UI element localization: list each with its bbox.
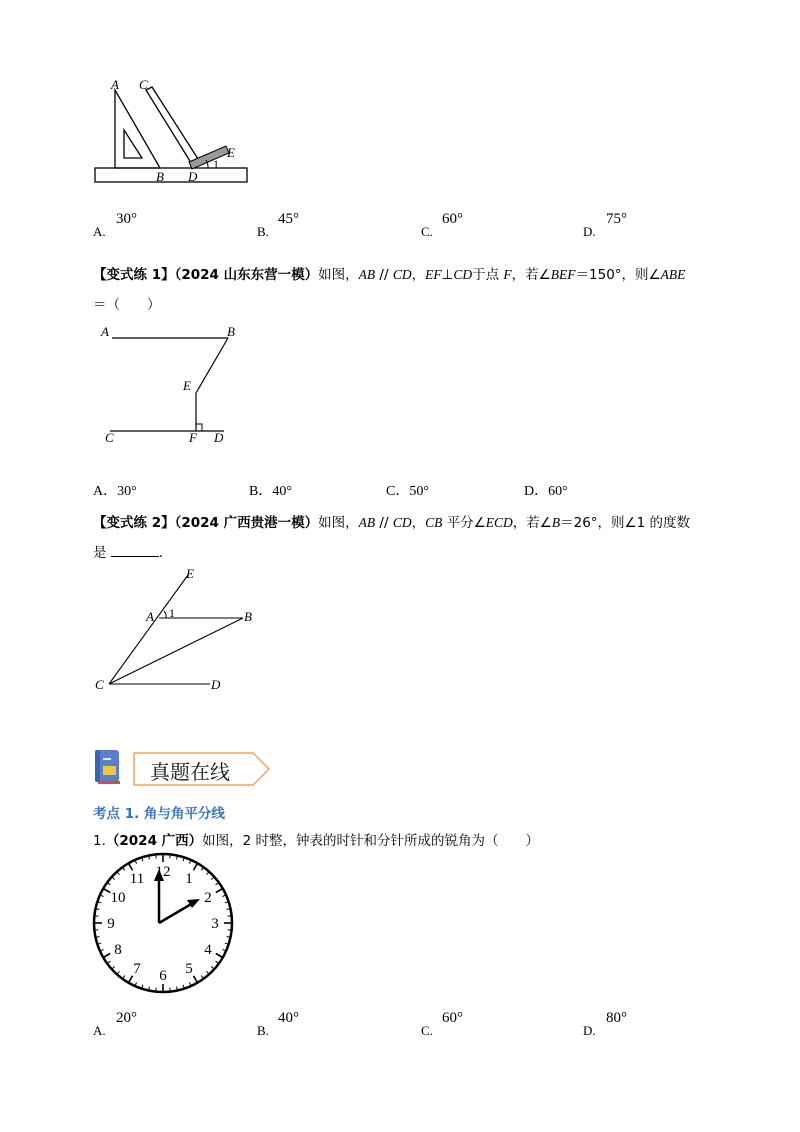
variant1-m2: CD	[392, 267, 412, 282]
variant2-text-b: 平分∠	[442, 515, 486, 531]
q-top-option-d-value: 75°	[606, 211, 627, 227]
variant1-question	[93, 263, 685, 283]
q1-number: 1.	[93, 833, 106, 849]
variant2-source: （2024 广西贵港一模）	[174, 515, 319, 531]
variant1-m7: ABE	[660, 267, 686, 282]
v1-option-d-value: 60°	[548, 484, 568, 499]
v1-label-D: D	[214, 430, 224, 445]
clock-number-4: 4	[204, 942, 212, 958]
q1-option-a-letter[interactable]: A.	[93, 1023, 106, 1038]
fig-top-label-C: C	[139, 77, 148, 92]
clock-number-7: 7	[133, 961, 141, 978]
variant1-text-a: 如图，	[318, 267, 359, 283]
variant2-comma: ，	[411, 515, 426, 531]
variant2-text-a: 如图，	[318, 515, 359, 531]
v1-label-E: E	[183, 378, 191, 393]
variant2-text-d: ＝26°，则∠1 的度数	[560, 515, 691, 531]
variant1-m4: CD	[453, 267, 473, 282]
variant1-m3: EF	[425, 267, 442, 282]
fig-top-label-D: D	[188, 169, 198, 184]
v2-label-1: 1	[169, 606, 175, 620]
clock-number-9: 9	[107, 916, 115, 932]
clock-number-8: 8	[114, 942, 122, 958]
v2-label-B: B	[244, 609, 252, 624]
fig-top-label-1: 1	[213, 157, 219, 171]
v2-label-E: E	[186, 566, 194, 581]
v1-label-C: C	[105, 430, 114, 445]
variant2-tag: 【变式练 2】	[93, 515, 175, 531]
v1-option-a-letter: A．	[93, 484, 118, 499]
clock-number-6: 6	[159, 968, 167, 984]
v1-label-B: B	[227, 324, 235, 339]
q-top-option-c-value: 60°	[442, 211, 463, 227]
section-title: 真题在线	[150, 760, 230, 784]
q1-option-c-letter[interactable]: C.	[421, 1023, 433, 1038]
variant1-m1: AB	[358, 267, 376, 282]
v2-label-D: D	[211, 677, 221, 692]
fig-top-label-A: A	[111, 77, 119, 92]
variant1-text-d: ＝150°，则∠	[575, 267, 661, 283]
clock-number-11: 11	[129, 870, 145, 887]
v1-option-b[interactable]	[249, 480, 292, 500]
variant1-tag: 【变式练 1】	[93, 267, 175, 283]
answer-blank[interactable]	[111, 544, 159, 557]
variant1-par: //	[375, 267, 393, 283]
variant2-par: //	[375, 515, 393, 531]
clock-number-2: 2	[204, 890, 212, 906]
q1-option-c-value: 60°	[442, 1010, 463, 1026]
q1-text: 如图，2 时整，钟表的时针和分针所成的锐角为（ ）	[202, 833, 540, 849]
clock-number-1: 1	[185, 870, 193, 887]
v1-label-A: A	[101, 324, 109, 339]
q-top-option-b-letter[interactable]: B.	[257, 224, 269, 239]
variant2-m1: AB	[358, 515, 376, 530]
kaodian-heading: 考点 1. 角与角平分线	[93, 806, 225, 822]
clock-number-5: 5	[185, 961, 193, 978]
variant1-text-b: 于点	[472, 267, 504, 283]
clock-number-3: 3	[211, 916, 219, 932]
variant1-text-c: ，若∠	[511, 267, 551, 283]
q1-option-d-letter[interactable]: D.	[583, 1023, 596, 1038]
q1-option-b-letter[interactable]: B.	[257, 1023, 269, 1038]
v1-option-b-letter: B．	[249, 484, 273, 499]
clock-number-12: 12	[155, 864, 171, 880]
q-top-option-c-letter[interactable]: C.	[421, 224, 433, 239]
variant1-m6: BEF	[550, 267, 576, 282]
variant2-m3: CB	[425, 515, 443, 530]
q-top-option-a-letter[interactable]: A.	[93, 224, 106, 239]
variant1-source: （2024 山东东营一模）	[174, 267, 319, 283]
q-top-option-d-letter[interactable]: D.	[583, 224, 596, 239]
v2-label-A: A	[146, 609, 154, 624]
q1-source: （2024 广西）	[105, 833, 203, 849]
v1-option-c-letter: C．	[386, 484, 410, 499]
q1-option-d-value: 80°	[606, 1010, 627, 1026]
v1-option-b-value: 40°	[272, 484, 292, 499]
fig-top-label-E: E	[227, 145, 235, 160]
variant2-figure	[100, 565, 260, 695]
v1-option-d-letter: D．	[524, 484, 549, 499]
variant2-line2-b: .	[158, 545, 164, 561]
v1-option-d[interactable]	[524, 480, 568, 500]
v1-option-c-value: 50°	[409, 484, 429, 499]
v1-option-c[interactable]	[386, 480, 429, 500]
variant1-perp: ⊥	[441, 267, 454, 283]
variant1-m5: F	[503, 267, 512, 282]
q-top-option-a-value: 30°	[116, 211, 137, 227]
v1-option-a-value: 30°	[117, 484, 137, 499]
book-icon	[93, 748, 123, 786]
variant2-line2-a: 是	[93, 545, 111, 561]
q1-question	[93, 829, 539, 849]
clock-figure	[91, 851, 235, 995]
v1-option-a[interactable]	[93, 480, 137, 500]
variant2-question-line2	[93, 541, 163, 561]
q1-option-b-value: 40°	[278, 1010, 299, 1026]
variant2-m5: B	[551, 515, 561, 530]
variant1-comma: ，	[411, 267, 426, 283]
clock-number-10: 10	[110, 890, 126, 906]
q-top-option-b-value: 45°	[278, 211, 299, 227]
variant2-question	[93, 511, 690, 531]
variant1-question-line2: ＝（ ）	[93, 297, 161, 313]
variant2-text-c: ，若∠	[512, 515, 552, 531]
v2-label-C: C	[95, 677, 104, 692]
variant2-m2: CD	[392, 515, 412, 530]
variant2-m4: ECD	[485, 515, 513, 530]
v1-label-F: F	[189, 430, 197, 445]
fig-top-label-B: B	[156, 169, 164, 184]
q1-option-a-value: 20°	[116, 1010, 137, 1026]
